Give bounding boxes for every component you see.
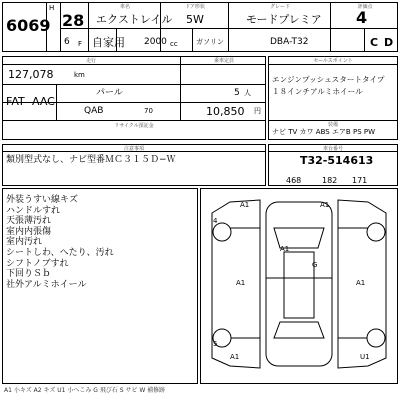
model-code: DBA-T32 [270, 37, 309, 47]
damage-mark: A1 [240, 201, 250, 209]
condition-item: 室内内張傷 [6, 226, 52, 237]
chassis-number: T32-514613 [300, 154, 374, 167]
equip-abs: ABS [315, 128, 330, 136]
shift-count: 6 [64, 37, 70, 47]
condition-list [6, 195, 114, 290]
condition-item: 天張薄汚れ [6, 216, 52, 227]
damage-mark: G [312, 261, 318, 269]
displacement: 2000 [144, 37, 167, 47]
equip-tv: TV [288, 128, 298, 136]
aircon: AAC [32, 95, 55, 108]
lot-number: 6069 [6, 16, 51, 35]
era-label: H [49, 4, 55, 12]
dim-length: 468 [286, 176, 302, 185]
usage: 自家用 [92, 36, 125, 49]
damage-mark: A1 [280, 245, 290, 253]
damage-mark: A1 [230, 353, 240, 361]
dim-height: 171 [352, 176, 368, 185]
recycle-unit: 円 [254, 107, 261, 115]
wheel-icon [367, 329, 385, 347]
equip-leather: カワ [299, 128, 314, 136]
capacity-unit: 人 [244, 89, 251, 97]
equip-ps: PS [352, 128, 362, 136]
condition-item: シートしわ、へたり、汚れ [6, 247, 114, 258]
notes-text: 類別型式なし、ナビ型番ＭＣ３１５Ｄ−Ｗ [6, 155, 176, 165]
damage-mark: A1 [356, 279, 366, 287]
grade: モードプレミア [246, 13, 322, 26]
color-code: QAB [84, 106, 104, 116]
equip-nav: ナビ [272, 128, 286, 136]
damage-mark: U1 [360, 353, 370, 361]
condition-item: シフトノブすれ [6, 258, 69, 269]
wheel-icon [213, 223, 231, 241]
transmission: FAT [6, 95, 25, 108]
equip-airbag: エアB [331, 128, 351, 136]
model-year: 28 [62, 11, 85, 30]
tire-tread-front: 4 [213, 217, 218, 225]
wheel-icon [367, 223, 385, 241]
overall-score: 4 [356, 8, 368, 27]
fuel-type: ガソリン [196, 38, 224, 46]
interior-score: C [370, 36, 379, 49]
condition-item: 社外アルミホイール [6, 279, 87, 290]
car-name: エクストレイル [96, 13, 173, 26]
selling-point-2: １８インチアルミホイール [272, 87, 363, 96]
color-number: 70 [144, 107, 153, 115]
mileage-unit: km [74, 71, 85, 79]
capacity: 5 [234, 88, 240, 98]
condition-item: ハンドルすれ [6, 205, 61, 216]
damage-mark: A1 [236, 279, 246, 287]
equip-pw: PW [363, 128, 376, 136]
door-type: 5W [186, 13, 204, 26]
condition-item: 下回りＳｂ [6, 269, 52, 280]
equipment-list [272, 129, 375, 136]
footer-legend: A1 小キズ A2 キズ U1 小へこみ G 飛び石 S サビ W 補修跡 [4, 387, 166, 394]
body-color: パール [96, 88, 123, 98]
damage-mark: A1 [320, 201, 330, 209]
shift-unit: F [78, 40, 83, 48]
dim-width: 182 [322, 176, 338, 185]
condition-item: 室内汚れ [6, 237, 43, 248]
recycle-fee: 10,850 [206, 105, 245, 118]
tire-tread-rear: 5 [213, 340, 218, 348]
auction-sheet: 車名 ドア形状 グレード 評価点 6069 H 28 エクストレイル 5W モードプレミア 4 6 F 自家用 2000 cc ガソリン DBA-T32 C D 走行 乗車定員 リサイクル預託金 127,078 km パール 5 人 FAT AAC QAB 70 10,850 円 セールスポイント エンジンプッシュスタートタイプ １８インチアルミホイール 装備 ナビ TV カワ ABS エアB PS PW 注意事項 類別型式なし、ナビ型番ＭＣ３１５Ｄ−Ｗ 車台番号 T32-514613 468 182 171 外装うすい線キズ ハンドルすれ 天張薄汚れ 室内内張傷 室内汚れ シートしわ、へたり、汚れ シフトノブすれ 下回りＳｂ 社外アルミホイール 4 5 A1 A1 A1 G A1 A1 A1 U1 A1 小キズ A2 キズ U1 小へこみ G 飛び石 S サビ W 補修跡 [0, 0, 400, 400]
exterior-score: D [384, 36, 394, 49]
condition-item: 外装うすい線キズ [6, 195, 78, 205]
displacement-unit: cc [170, 40, 178, 48]
mileage: 127,078 [8, 68, 54, 81]
selling-point-1: エンジンプッシュスタートタイプ [272, 75, 385, 84]
